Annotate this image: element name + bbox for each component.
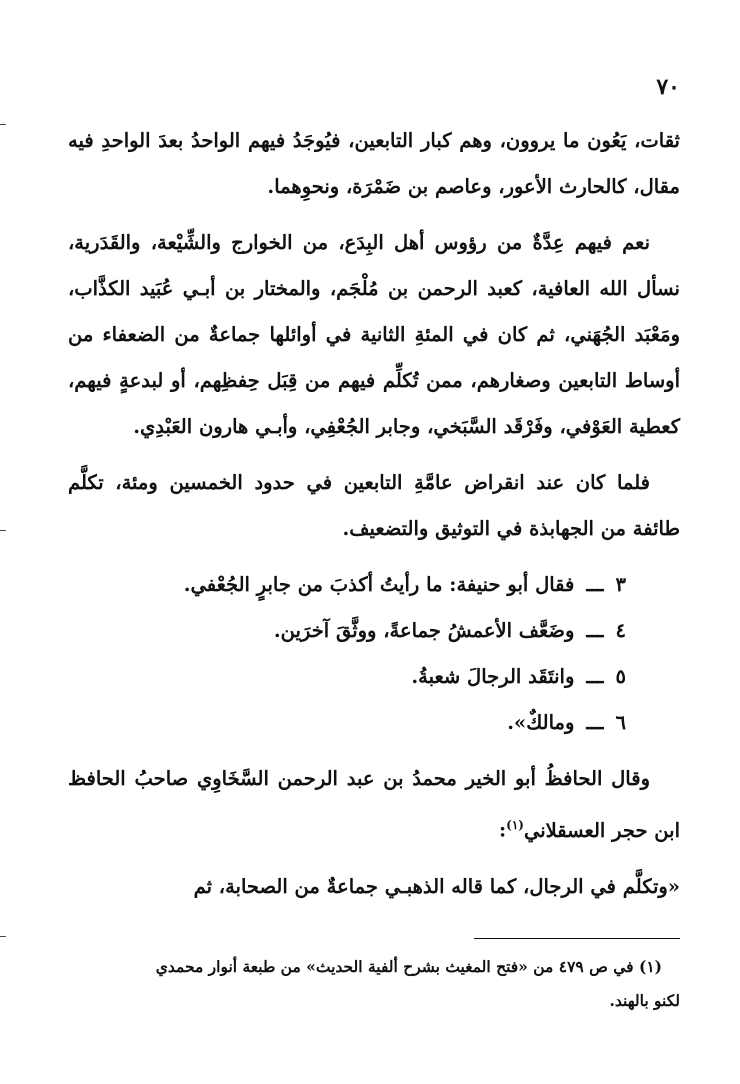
list-item — [68, 700, 680, 746]
footnote-line-1: (١) في ص ٤٧٩ من «فتح المغيث بشرح ألفية الحديث» من طبعة أنوار محمدي — [155, 957, 662, 976]
list-item-text: وضَعَّف الأعمشُ جماعةً، ووثَّقَ آخرَين. — [273, 619, 575, 642]
list-item — [68, 562, 680, 608]
list-item — [68, 608, 680, 654]
list-item-number: ٤ — [615, 619, 626, 642]
list-item-number: ٦ — [615, 711, 626, 734]
main-text — [68, 118, 680, 910]
footnote-divider — [474, 938, 680, 939]
page-number: ٧٠ — [656, 74, 680, 100]
list-item-dash: ـــ — [586, 665, 604, 688]
paragraph-2-text: نعم فيهم عِدَّةٌ من رؤوس أهل البِدَع، من الخوارج والشِّيْعة، والقَدَرية، نسأل الله العافية، كعبد الرحمن بن مُلْجَم، والمختار بن أبـي عُبَيد الكذَّاب، ومَعْبَد الجُهَني، ثم كان في المئةِ الثانية في أوائلها جماعةٌ من الضعفاء من أوساط التابعين وصغارهم، ممن تُكلِّم فيهم من قِبَل حِفظِهم، أو لبدعةٍ فيهم، كعطية العَوْفي، وفَرْقَد السَّبَخي، وجابر الجُعْفِي، وأبـي هارون العَبْدِي. — [68, 231, 680, 438]
margin-mark — [0, 124, 6, 125]
list-item-number: ٥ — [615, 665, 626, 688]
paragraph-4-text: وقال الحافظُ أبو الخير محمدُ بن عبد الرحمن السَّخَاوِي صاحبُ الحافظ ابن حجر العسقلاني — [68, 767, 680, 842]
list-item-text: فقال أبو حنيفة: ما رأيتُ أكذبَ من جابرٍ الجُعْفي. — [183, 573, 575, 596]
list-item-text: ومالكٌ». — [507, 711, 575, 734]
footnote-reference[interactable]: (١) — [506, 818, 524, 832]
paragraph-4-colon: : — [498, 818, 507, 842]
list-item — [68, 654, 680, 700]
footnote-line-2: لكنو بالهند. — [609, 991, 680, 1010]
footnote — [68, 950, 680, 1018]
list-item-number: ٣ — [615, 573, 626, 596]
paragraph-1: ثقات، يَعُون ما يروون، وهم كبار التابعين، فيُوجَدُ فيهم الواحدُ بعدَ الواحدِ فيه مقال، كالحارث الأعور، وعاصم بن ضَمْرَة، ونحوِهما. — [68, 129, 680, 198]
numbered-list — [68, 562, 680, 746]
paragraph-2 — [68, 220, 680, 450]
list-item-dash: ـــ — [586, 573, 604, 596]
list-item-dash: ـــ — [586, 619, 604, 642]
paragraph-4 — [68, 756, 680, 854]
paragraph-5: «وتكلَّم في الرجال، كما قاله الذهبـي جماعةٌ من الصحابة، ثم — [193, 874, 680, 898]
margin-mark — [0, 530, 6, 531]
paragraph-3 — [68, 460, 680, 552]
paragraph-3-text: فلما كان عند انقراض عامَّةِ التابعين في حدود الخمسين ومئة، تكلَّم طائفة من الجهابذة في التوثيق والتضعيف. — [68, 471, 680, 540]
list-item-text: وانتَقَد الرجالَ شعبةُ. — [411, 665, 575, 688]
list-item-dash: ـــ — [586, 711, 604, 734]
margin-mark — [0, 936, 6, 937]
